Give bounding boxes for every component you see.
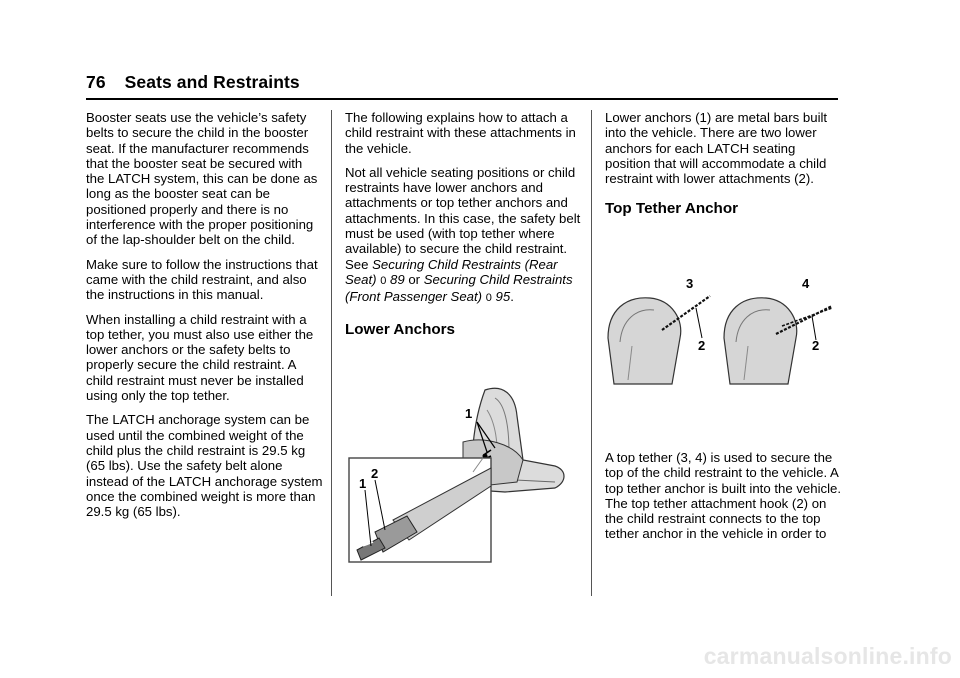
column-1 xyxy=(86,110,324,528)
column-divider-2 xyxy=(591,110,592,596)
header-rule xyxy=(86,98,838,100)
column-divider-1 xyxy=(331,110,332,596)
seating-positions-paragraph: Not all vehicle seating positions or child restraints have lower anchors and attachments or top tether anchors and attachments. In this case, the safety belt must be used (with top tether where available) to secure the child restraint. See Securing Child Restraints (Rear Seat) 0 89 or Securing Child Restraints (Front Passenger Seat) 0 95. xyxy=(345,164,581,305)
top-tether-description: A top tether (3, 4) is used to secure the top of the child restraint to the vehicle. A top tether anchor is built into the vehicle. The top tether attachment hook (2) on the child restraint connects to the top tether anchor in the vehicle in order to xyxy=(605,450,842,542)
callout-lower-anchors: 1 xyxy=(465,406,473,421)
top-tether-paragraph: When installing a child restraint with a top tether, you must also use either the lower anchors or the safety belts to properly secure the child restraint. A child restraint must never be installed using only the top tether. xyxy=(86,311,314,404)
link-front-seat[interactable]: Securing Child Restraints (Front Passenger Seat) xyxy=(345,271,573,305)
callout-tether-3: 3 xyxy=(686,276,694,291)
column-3-continued xyxy=(605,450,843,551)
lower-anchors-paragraph: Lower anchors (1) are metal bars built into the vehicle. There are two lower anchors for each LATCH seating position that will accommodate a child restraint with lower attachments (2). xyxy=(605,110,828,187)
link-rear-seat-page[interactable]: 89 xyxy=(390,271,405,287)
callout-lower-attachment: 2 xyxy=(371,466,379,481)
page-ref-icon: 0 xyxy=(485,292,492,305)
watermark: carmanualsonline.info xyxy=(703,643,952,669)
section-title: Seats and Restraints xyxy=(124,72,300,92)
page-ref-icon: 0 xyxy=(380,274,387,287)
page-header xyxy=(86,72,300,93)
latch-weight-paragraph: The LATCH anchorage system can be used until the combined weight of the child plus the child restraint is 29.5 kg (65 lbs). Use the safety belt alone instead of the LATCH anchorage system once the combined weight is more than 29.5 kg (65 lbs). xyxy=(86,412,323,520)
attach-intro-paragraph: The following explains how to attach a child restraint with these attachments in the vehicle. xyxy=(345,110,576,156)
callout-hook-left: 2 xyxy=(698,338,706,353)
lower-anchors-heading: Lower Anchors xyxy=(345,320,455,338)
callout-hook-right: 2 xyxy=(812,338,820,353)
column-2 xyxy=(345,110,583,349)
top-tether-heading: Top Tether Anchor xyxy=(605,200,739,218)
page-number: 76 xyxy=(86,72,106,92)
instructions-paragraph: Make sure to follow the instructions that came with the child restraint, and also the instructions in this manual. xyxy=(86,256,318,303)
callout-lower-anchor-inset: 1 xyxy=(359,476,367,491)
callout-tether-4: 4 xyxy=(802,276,810,291)
booster-seat-paragraph: Booster seats use the vehicle’s safety belts to secure the child in the booster seat. If the manufacturer recommends that the booster seat be secured with the LATCH system, this can be done as long as the booster seat can be positioned properly and there is no interference with the proper positioning of the lap-shoulder belt on the child. xyxy=(86,110,318,248)
lower-anchors-illustration xyxy=(345,382,581,568)
column-3 xyxy=(605,110,843,228)
link-rear-seat[interactable]: Securing Child Restraints (Rear Seat) xyxy=(345,256,558,287)
top-tether-illustration xyxy=(598,276,842,398)
link-front-seat-page[interactable]: 95 xyxy=(495,289,511,305)
